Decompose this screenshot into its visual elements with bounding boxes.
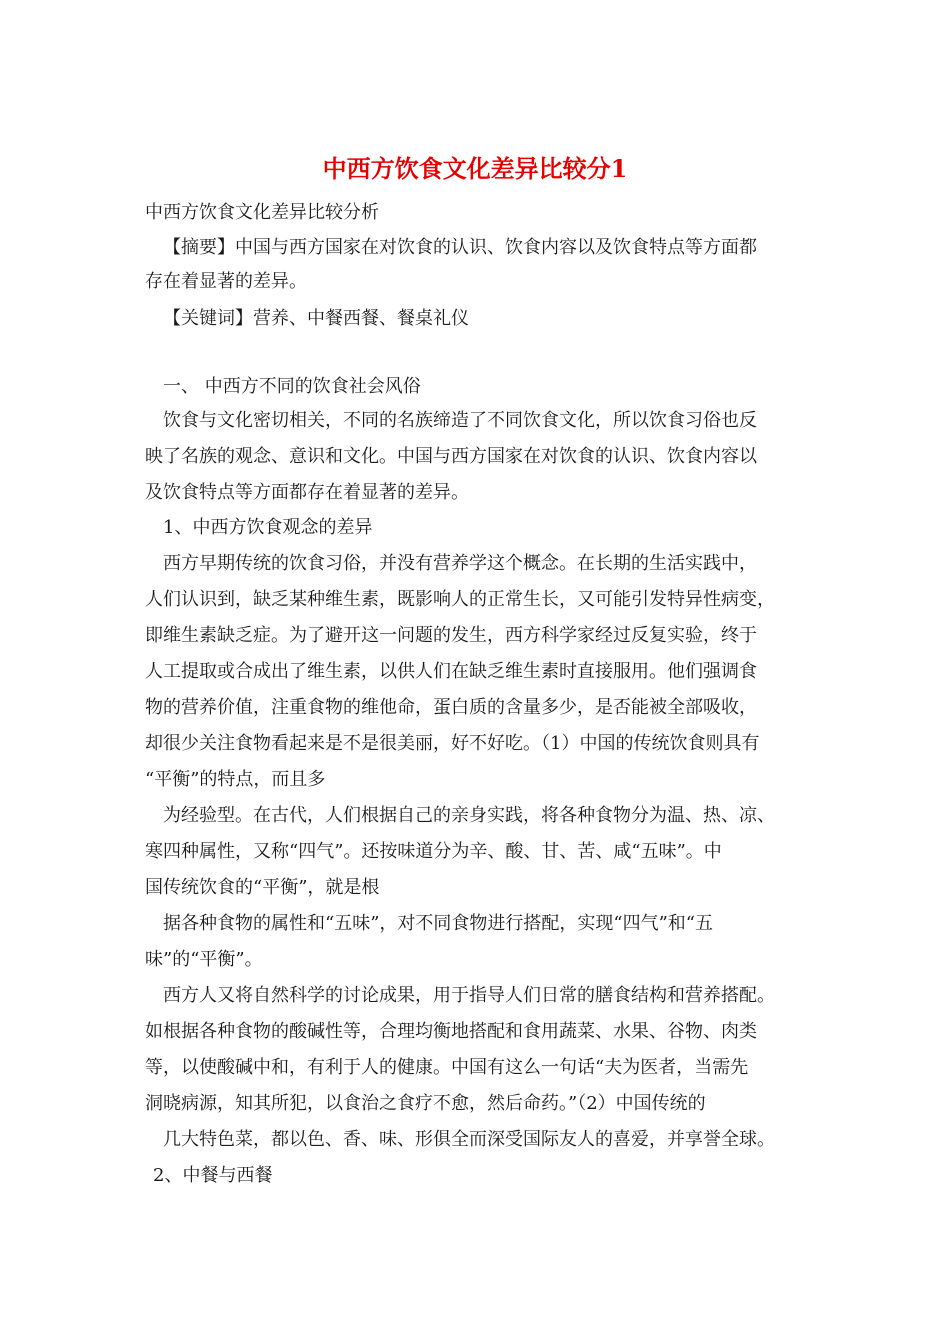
body-line: 如根据各种食物的酸碱性等，合理均衡地搭配和食用蔬菜、水果、谷物、肉类 xyxy=(145,1021,757,1042)
abstract-line: 存在着显著的差异。 xyxy=(145,271,307,292)
body-line: 物的营养价值，注重食物的维他命，蛋白质的含量多少，是否能被全部吸收， xyxy=(145,697,757,718)
body-line: 西方早期传统的饮食习俗，并没有营养学这个概念。在长期的生活实践中， xyxy=(163,553,757,574)
body-line: 西方人又将自然科学的讨论成果，用于指导人们日常的膳食结构和营养搭配。 xyxy=(163,985,775,1006)
body-line: 即维生素缺乏症。为了避开这一问题的发生，西方科学家经过反复实验，终于 xyxy=(145,625,757,646)
subsection-heading: 2、中餐与西餐 xyxy=(153,1165,273,1186)
subsection-heading: 1、中西方饮食观念的差异 xyxy=(163,517,373,538)
body-line: 却很少关注食物看起来是不是很美丽，好不好吃。（1）中国的传统饮食则具有 xyxy=(145,733,760,754)
section-heading: 一、 中西方不同的饮食社会风俗 xyxy=(163,376,421,397)
body-line: 味”的“平衡”。 xyxy=(145,949,263,970)
body-line: “平衡”的特点，而且多 xyxy=(145,769,326,790)
keywords-line: 【关键词】营养、中餐西餐、餐桌礼仪 xyxy=(163,308,469,329)
body-line: 及饮食特点等方面都存在着显著的差异。 xyxy=(145,482,469,503)
document-title: 中西方饮食文化差异比较分1 xyxy=(322,154,628,183)
abstract-line: 【摘要】中国与西方国家在对饮食的认识、饮食内容以及饮食特点等方面都 xyxy=(163,237,757,258)
body-line: 映了名族的观念、意识和文化。中国与西方国家在对饮食的认识、饮食内容以 xyxy=(145,446,757,467)
body-line: 寒四种属性，又称“四气”。还按味道分为辛、酸、甘、苦、咸“五味”。中 xyxy=(145,841,722,862)
body-line: 据各种食物的属性和“五味”，对不同食物进行搭配，实现“四气”和“五 xyxy=(163,913,714,934)
body-line: 国传统饮食的“平衡”，就是根 xyxy=(145,877,380,898)
body-line: 人们认识到，缺乏某种维生素，既影响人的正常生长，又可能引发特异性病变， xyxy=(145,589,775,610)
body-line: 洞晓病源，知其所犯，以食治之食疗不愈，然后命药。”（2）中国传统的 xyxy=(145,1093,706,1114)
body-line: 人工提取或合成出了维生素，以供人们在缺乏维生素时直接服用。他们强调食 xyxy=(145,661,757,682)
subtitle-line: 中西方饮食文化差异比较分析 xyxy=(145,202,379,223)
body-line: 饮食与文化密切相关，不同的名族缔造了不同饮食文化，所以饮食习俗也反 xyxy=(163,410,757,431)
body-line: 几大特色菜，都以色、香、味、形俱全而深受国际友人的喜爱，并享誉全球。 xyxy=(163,1129,775,1150)
body-line: 等，以使酸碱中和，有利于人的健康。中国有这么一句话“夫为医者，当需先 xyxy=(145,1057,749,1078)
body-line: 为经验型。在古代，人们根据自己的亲身实践，将各种食物分为温、热、凉、 xyxy=(163,805,775,826)
